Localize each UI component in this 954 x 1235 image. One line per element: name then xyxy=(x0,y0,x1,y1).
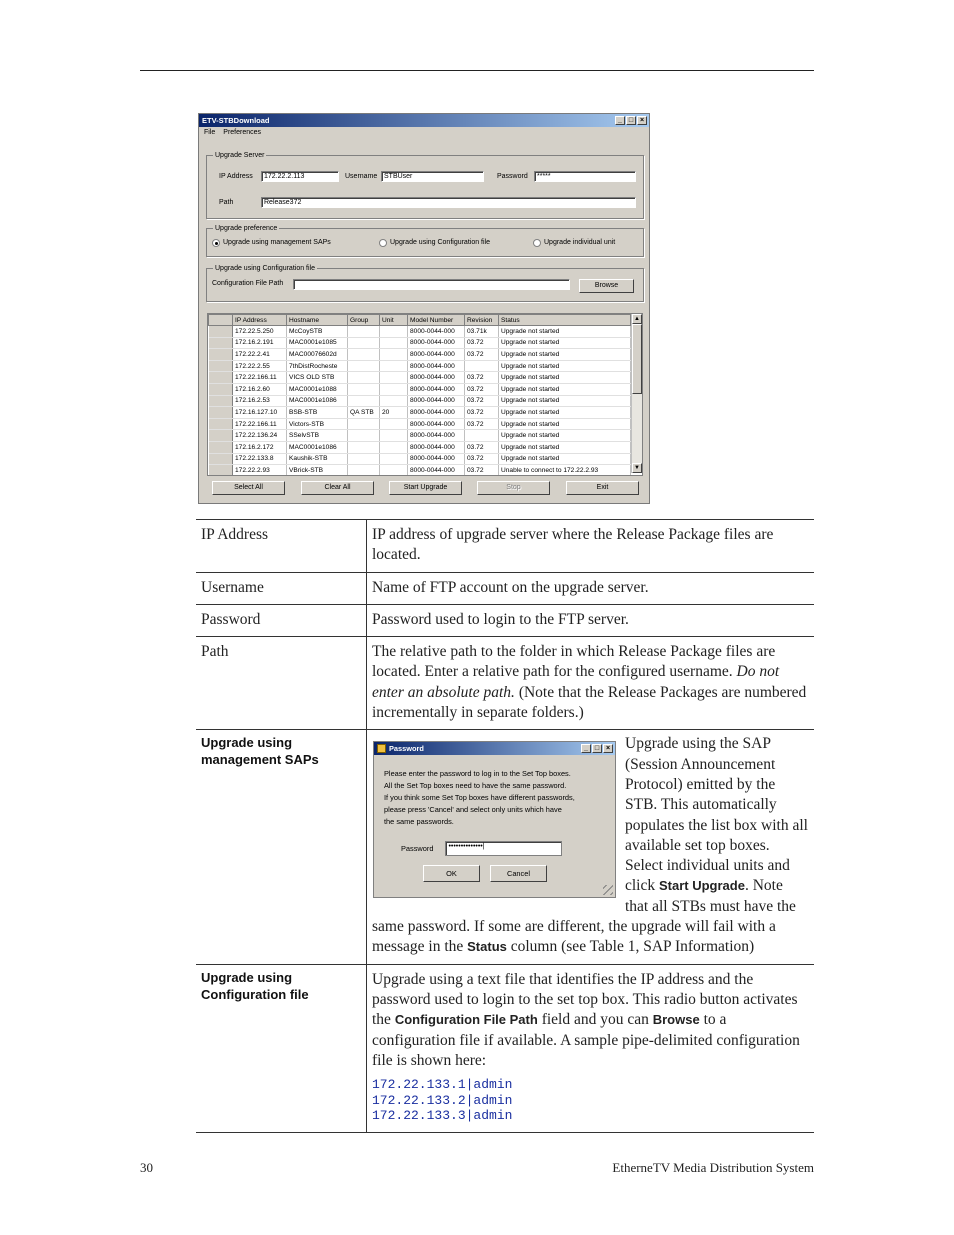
table-row[interactable] xyxy=(209,337,631,349)
table-cell: 172.16.2.53 xyxy=(233,395,287,407)
table-cell xyxy=(348,349,380,361)
row-selector[interactable] xyxy=(209,326,233,338)
start-upgrade-button[interactable]: Start Upgrade xyxy=(389,481,462,495)
config-sample-line: 172.22.133.2|admin xyxy=(372,1092,513,1108)
table-row[interactable] xyxy=(209,430,631,442)
term-config-label: Upgrade using Configuration file xyxy=(201,969,309,1002)
table-row[interactable] xyxy=(209,360,631,372)
table-cell: 8000-0044-000 xyxy=(408,418,465,430)
column-header[interactable]: Status xyxy=(499,315,631,326)
table-cell: Upgrade not started xyxy=(499,349,631,361)
table-cell: Upgrade not started xyxy=(499,383,631,395)
table-cell: Upgrade not started xyxy=(499,430,631,442)
table-cell: Upgrade not started xyxy=(499,418,631,430)
table-cell xyxy=(348,430,380,442)
path-label: Path xyxy=(219,199,234,206)
scroll-down-icon[interactable]: ▼ xyxy=(632,463,642,473)
table-cell xyxy=(380,430,408,442)
table-cell xyxy=(348,326,380,338)
table-cell: Upgrade not started xyxy=(499,407,631,419)
table-cell xyxy=(348,395,380,407)
password-label: Password xyxy=(497,173,528,180)
table-cell: 8000-0044-000 xyxy=(408,453,465,465)
path-desc-italic: Do not enter an absolute path. xyxy=(372,663,780,701)
table-cell xyxy=(380,372,408,384)
close-icon[interactable]: × xyxy=(603,744,613,753)
window-title: ETV-STBDownload xyxy=(202,116,270,125)
radio-configuration-file[interactable] xyxy=(379,238,490,248)
password-dialog xyxy=(373,741,616,898)
menu-preferences[interactable]: Preferences xyxy=(223,129,262,136)
radio-label: Upgrade individual unit xyxy=(544,239,616,246)
table-cell: 172.16.2.172 xyxy=(233,441,287,453)
column-header[interactable]: Unit xyxy=(380,315,408,326)
table-row[interactable] xyxy=(209,418,631,430)
table-cell xyxy=(348,418,380,430)
cancel-button[interactable]: Cancel xyxy=(490,865,547,882)
table-row[interactable] xyxy=(209,349,631,361)
table-cell: 172.22.2.55 xyxy=(233,360,287,372)
table-cell: VICS OLD STB xyxy=(287,372,348,384)
password-row xyxy=(401,841,562,856)
table-cell xyxy=(380,453,408,465)
table-cell xyxy=(465,430,499,442)
row-selector[interactable] xyxy=(209,418,233,430)
table-cell xyxy=(348,453,380,465)
table-cell: MAC0001e1086 xyxy=(287,441,348,453)
table-cell: 8000-0044-000 xyxy=(408,326,465,338)
config-path-label: Configuration File Path xyxy=(212,280,284,287)
table-cell xyxy=(348,441,380,453)
table-cell: 03.71k xyxy=(465,326,499,338)
table-cell xyxy=(380,441,408,453)
table-cell xyxy=(380,465,408,476)
column-header[interactable]: Model Number xyxy=(408,315,465,326)
term-ip: IP Address xyxy=(196,520,367,573)
table-cell xyxy=(348,372,380,384)
stop-button xyxy=(477,481,550,495)
radio-individual-unit[interactable] xyxy=(533,238,615,248)
radio-icon xyxy=(533,239,541,247)
table-cell: 03.72 xyxy=(465,383,499,395)
clear-all-button[interactable]: Clear All xyxy=(301,481,374,495)
table-row[interactable] xyxy=(209,383,631,395)
table-cell: 172.16.2.191 xyxy=(233,337,287,349)
message-line: Please enter the password to log in to the Set Top boxes. xyxy=(384,769,571,779)
desc-password: Password used to login to the FTP server. xyxy=(367,604,815,636)
table-cell: 03.72 xyxy=(465,372,499,384)
menubar xyxy=(199,127,649,138)
window-titlebar xyxy=(199,114,649,127)
table-cell: Upgrade not started xyxy=(499,372,631,384)
vertical-scrollbar[interactable] xyxy=(631,314,642,473)
definition-table xyxy=(196,519,814,1133)
config-sample-line: 172.22.133.3|admin xyxy=(372,1108,513,1124)
table-cell: SSelvSTB xyxy=(287,430,348,442)
password-dialog-titlebar xyxy=(374,742,615,755)
def-row-path xyxy=(196,637,814,730)
group-title: Upgrade preference xyxy=(215,225,278,232)
table-cell: 20 xyxy=(380,407,408,419)
app-icon xyxy=(377,744,386,753)
table-cell: Unable to connect to 172.22.2.93 xyxy=(499,465,631,476)
table-cell: MAC00076602d xyxy=(287,349,348,361)
status-ref: Status xyxy=(467,939,507,955)
term-path: Path xyxy=(196,637,367,730)
page-number: 30 xyxy=(140,1160,153,1175)
table-cell xyxy=(380,337,408,349)
radio-selected-icon xyxy=(212,239,220,247)
row-selector[interactable] xyxy=(209,372,233,384)
path-desc-text: The relative path to the folder in which Release Package files are located. Enter a relative path for the configured username. xyxy=(372,643,776,681)
resize-grip-icon[interactable] xyxy=(603,885,613,895)
term-username: Username xyxy=(196,572,367,604)
table-cell: 8000-0044-000 xyxy=(408,430,465,442)
table-cell: 172.16.127.10 xyxy=(233,407,287,419)
column-header[interactable]: Hostname xyxy=(287,315,348,326)
table-cell: Upgrade not started xyxy=(499,360,631,372)
table-cell: 172.22.5.250 xyxy=(233,326,287,338)
password-dialog-input[interactable]: ••••••••••••••| xyxy=(445,841,562,856)
password-input[interactable]: ***** xyxy=(534,171,636,182)
saps-desc-text-3: column (see Table 1, SAP Information) xyxy=(510,938,755,956)
stb-download-window xyxy=(198,113,650,504)
minimize-icon[interactable]: _ xyxy=(581,744,591,753)
column-header[interactable]: Revision xyxy=(465,315,499,326)
table-cell xyxy=(348,360,380,372)
table-cell xyxy=(348,383,380,395)
table-cell: 172.22.136.24 xyxy=(233,430,287,442)
stb-list-grid[interactable] xyxy=(207,313,643,476)
term-config xyxy=(196,964,367,1132)
message-line: If you think some Set Top boxes have different passwords, xyxy=(384,793,575,803)
maximize-icon[interactable]: □ xyxy=(592,744,602,753)
message-line: please press 'Cancel' and select only units which have xyxy=(384,805,562,815)
table-cell: VBrick-STB xyxy=(287,465,348,476)
config-sample-line: 172.22.133.1|admin xyxy=(372,1077,513,1093)
table-cell: Upgrade not started xyxy=(499,395,631,407)
table-cell: Victors-STB xyxy=(287,418,348,430)
row-selector-header xyxy=(209,315,233,326)
table-cell: 8000-0044-000 xyxy=(408,372,465,384)
close-icon[interactable]: × xyxy=(637,116,647,125)
password-dialog-title: Password xyxy=(389,744,424,754)
path-input[interactable]: Release372 xyxy=(261,197,636,208)
def-row-saps xyxy=(196,730,814,964)
table-cell xyxy=(348,337,380,349)
table-cell xyxy=(465,360,499,372)
message-line: the same passwords. xyxy=(384,817,454,827)
table-cell: 03.72 xyxy=(465,441,499,453)
table-row[interactable] xyxy=(209,372,631,384)
config-sample xyxy=(372,1077,809,1124)
ip-input[interactable]: 172.22.2.113 xyxy=(261,171,339,182)
table-cell: 172.22.166.11 xyxy=(233,418,287,430)
table-cell xyxy=(380,349,408,361)
table-cell: McCoySTB xyxy=(287,326,348,338)
row-selector[interactable] xyxy=(209,360,233,372)
upgrade-preference-group xyxy=(206,225,644,257)
group-title: Upgrade using Configuration file xyxy=(215,265,316,272)
message-line: All the Set Top boxes need to have the same password. xyxy=(384,781,567,791)
upgrade-server-group xyxy=(206,152,644,219)
row-selector[interactable] xyxy=(209,395,233,407)
table-cell: 7thDistRocheste xyxy=(287,360,348,372)
path-desc-note: (Note that the Release Packages are numbered incrementally in separate folders.) xyxy=(372,683,807,722)
term-password: Password xyxy=(196,604,367,636)
username-label: Username xyxy=(345,173,378,180)
table-cell: 03.72 xyxy=(465,337,499,349)
row-selector[interactable] xyxy=(209,430,233,442)
table-cell: 172.22.2.41 xyxy=(233,349,287,361)
stop-label: Stop xyxy=(506,484,521,491)
table-cell: 172.22.2.93 xyxy=(233,465,287,476)
group-title: Upgrade Server xyxy=(215,152,265,159)
table-row[interactable] xyxy=(209,395,631,407)
row-selector[interactable] xyxy=(209,349,233,361)
table-cell xyxy=(348,465,380,476)
table-cell xyxy=(380,326,408,338)
column-header[interactable]: Group xyxy=(348,315,380,326)
table-cell: Upgrade not started xyxy=(499,453,631,465)
table-cell xyxy=(380,418,408,430)
table-cell: 8000-0044-000 xyxy=(408,407,465,419)
stb-table xyxy=(208,314,631,476)
radio-icon xyxy=(379,239,387,247)
maximize-icon[interactable]: □ xyxy=(626,116,636,125)
table-cell xyxy=(380,383,408,395)
table-cell: 172.22.133.8 xyxy=(233,453,287,465)
column-header[interactable]: IP Address xyxy=(233,315,287,326)
config-path-input[interactable] xyxy=(293,279,570,290)
config-file-group xyxy=(206,265,644,302)
footer-title: EtherneTV Media Distribution System xyxy=(612,1160,814,1175)
row-selector[interactable] xyxy=(209,383,233,395)
table-cell: 03.72 xyxy=(465,395,499,407)
table-row[interactable] xyxy=(209,453,631,465)
desc-path xyxy=(367,637,815,730)
table-cell: 03.72 xyxy=(465,465,499,476)
table-cell: 172.16.2.60 xyxy=(233,383,287,395)
config-desc-text: Upgrade using a text file that identifies the IP address and the password used to login to the set top box. This radio button activates the xyxy=(372,970,798,1029)
row-selector[interactable] xyxy=(209,337,233,349)
config-desc-text-2: field and you can xyxy=(541,1011,649,1029)
term-saps xyxy=(196,730,367,964)
def-row-password xyxy=(196,604,814,636)
table-cell: 8000-0044-000 xyxy=(408,441,465,453)
select-all-button[interactable]: Select All xyxy=(212,481,285,495)
table-cell: 8000-0044-000 xyxy=(408,465,465,476)
row-selector[interactable] xyxy=(209,453,233,465)
table-cell xyxy=(380,360,408,372)
table-cell: 172.22.166.11 xyxy=(233,372,287,384)
table-cell: Kaushik-STB xyxy=(287,453,348,465)
desc-config xyxy=(367,964,815,1132)
row-selector[interactable] xyxy=(209,441,233,453)
desc-username: Name of FTP account on the upgrade server. xyxy=(367,572,815,604)
table-cell: 03.72 xyxy=(465,407,499,419)
minimize-icon[interactable]: _ xyxy=(615,116,625,125)
username-input[interactable]: STBUser xyxy=(381,171,484,182)
saps-desc-text-2: . Note that all STBs must have the same password. If some are different, the upgrade will fail with a message in the xyxy=(372,877,796,956)
table-cell: QA STB xyxy=(348,407,380,419)
table-cell: 8000-0044-000 xyxy=(408,395,465,407)
scroll-up-icon[interactable]: ▲ xyxy=(632,314,642,324)
browse-ref: Browse xyxy=(652,1012,700,1028)
table-row[interactable] xyxy=(209,465,631,476)
table-cell: 03.72 xyxy=(465,453,499,465)
def-row-ip xyxy=(196,520,814,573)
term-saps-label: Upgrade using management SAPs xyxy=(201,735,319,768)
table-cell: MAC0001e1085 xyxy=(287,337,348,349)
password-dialog-label: Password xyxy=(401,843,434,853)
desc-saps xyxy=(367,730,815,964)
table-cell: Upgrade not started xyxy=(499,326,631,338)
ip-label: IP Address xyxy=(219,173,253,180)
table-cell xyxy=(380,395,408,407)
table-cell: 8000-0044-000 xyxy=(408,383,465,395)
ok-button[interactable]: OK xyxy=(423,865,480,882)
saps-desc-text: Upgrade using the SAP (Session Announcement Protocol) emitted by the STB. This automatically populates the list box with all available set top boxes. Select individual units and click xyxy=(625,735,808,895)
menu-file[interactable]: File xyxy=(204,129,216,136)
table-cell: 03.72 xyxy=(465,349,499,361)
row-selector[interactable] xyxy=(209,465,233,476)
row-selector[interactable] xyxy=(209,407,233,419)
table-row[interactable] xyxy=(209,407,631,419)
table-cell: 03.72 xyxy=(465,418,499,430)
start-upgrade-ref: Start Upgrade xyxy=(659,878,745,894)
table-cell: BSB-STB xyxy=(287,407,348,419)
table-cell: 8000-0044-000 xyxy=(408,360,465,372)
config-path-ref: Configuration File Path xyxy=(394,1012,538,1028)
config-desc-text-3: to a configuration file if available. A sample pipe-delimited configuration file is shown here: xyxy=(372,1011,800,1069)
table-cell: 8000-0044-000 xyxy=(408,337,465,349)
exit-button[interactable]: Exit xyxy=(566,481,639,495)
table-row[interactable] xyxy=(209,441,631,453)
table-cell: 8000-0044-000 xyxy=(408,349,465,361)
radio-label: Upgrade using management SAPs xyxy=(223,239,331,246)
radio-label: Upgrade using Configuration file xyxy=(390,239,491,246)
table-cell: MAC0001e1088 xyxy=(287,383,348,395)
table-row[interactable] xyxy=(209,326,631,338)
table-cell: Upgrade not started xyxy=(499,441,631,453)
browse-button[interactable]: Browse xyxy=(579,279,634,293)
table-cell: Upgrade not started xyxy=(499,337,631,349)
table-cell: MAC0001e1086 xyxy=(287,395,348,407)
scroll-thumb[interactable] xyxy=(632,324,642,394)
def-row-username xyxy=(196,572,814,604)
header-rule xyxy=(140,70,814,71)
password-dialog-message xyxy=(374,755,615,828)
radio-management-saps[interactable] xyxy=(212,238,331,248)
def-row-config xyxy=(196,964,814,1132)
desc-ip: IP address of upgrade server where the Release Package files are located. xyxy=(367,520,815,573)
